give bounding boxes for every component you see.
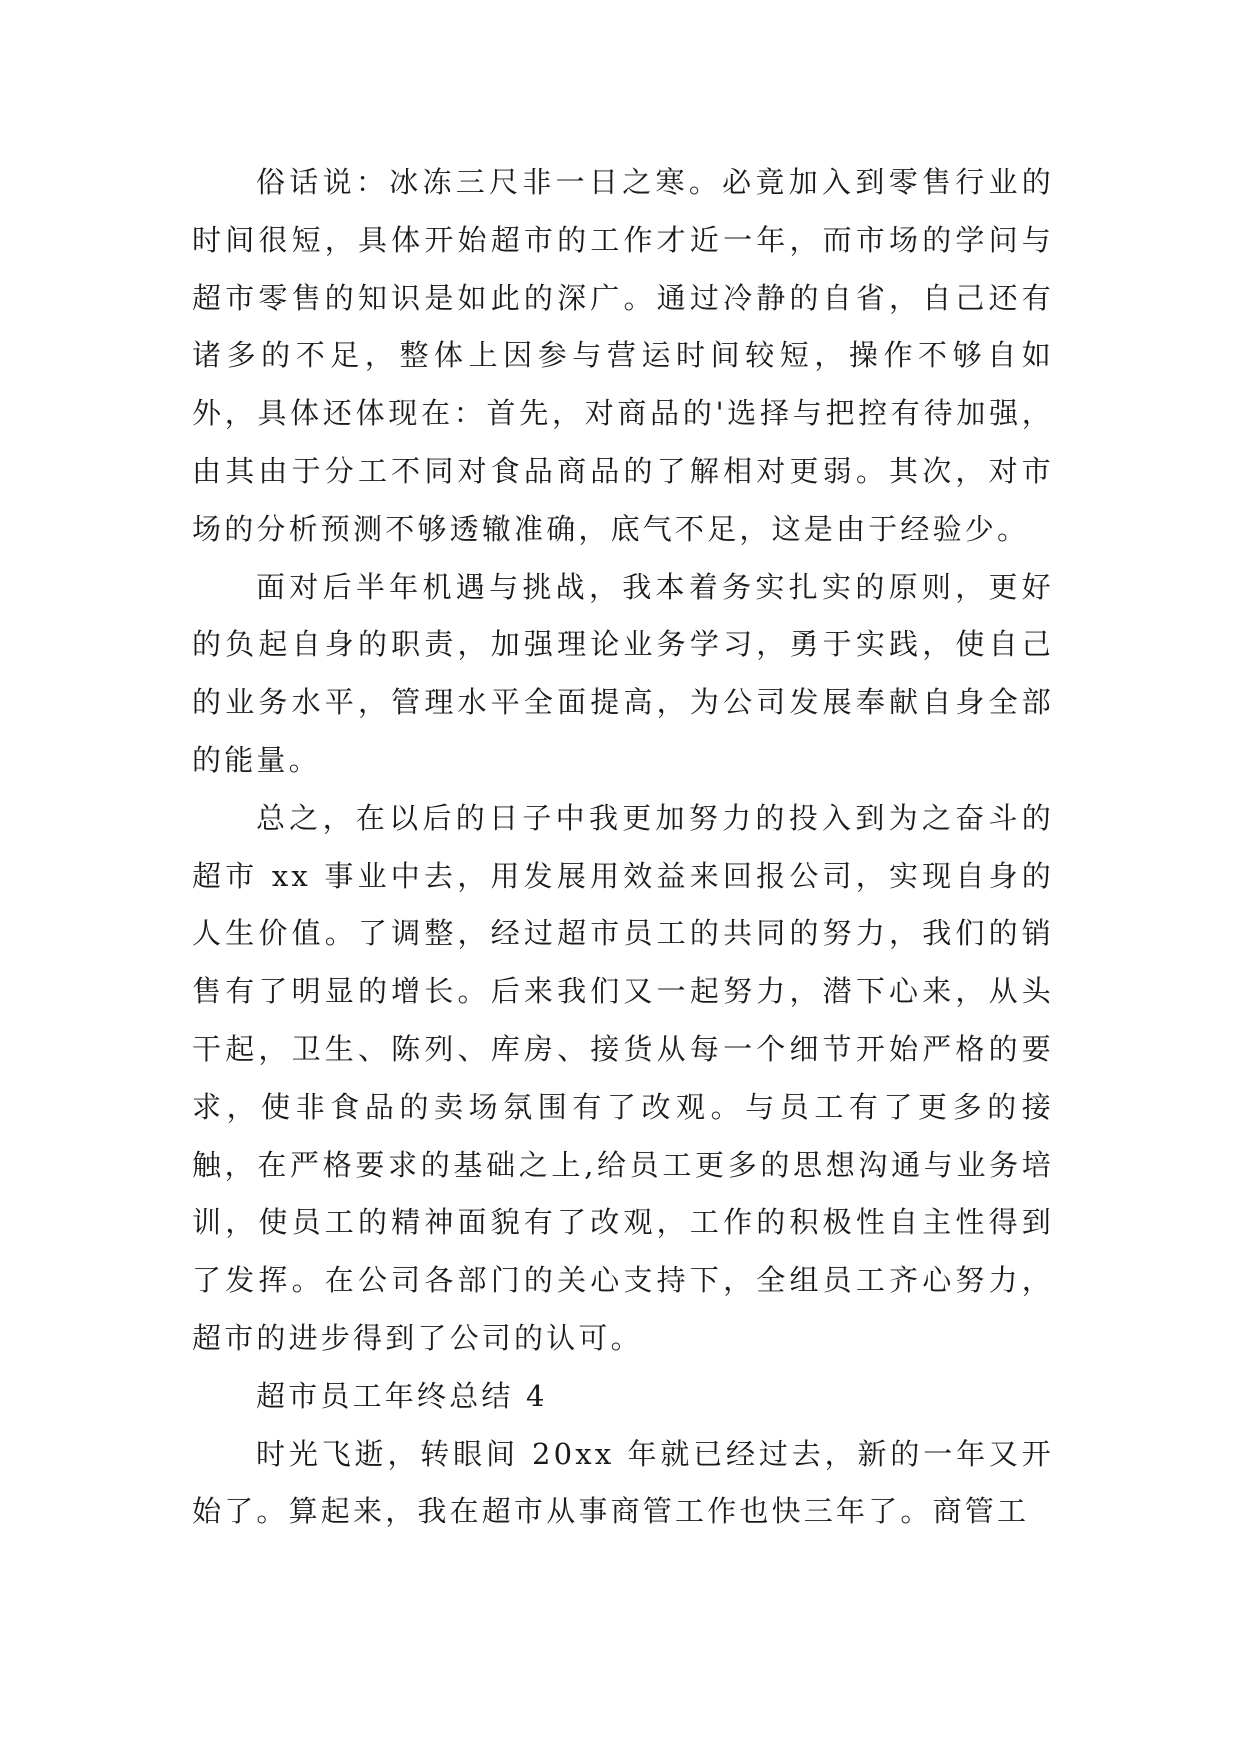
paragraph-time-flies: 时光飞逝，转眼间 20xx 年就已经过去，新的一年又开始了。算起来，我在超市从事商管工作也快三年了。商管工 bbox=[192, 1436, 1054, 1529]
paragraph-summary: 总之，在以后的日子中我更加努力的投入到为之奋斗的超市 xx 事业中去，用发展用效益来回报公司，实现自身的人生价值。了调整，经过超市员工的共同的努力，我们的销售有了明显的增长。后来我们又一起努力，潜下心来，从头干起，卫生、陈列、库房、接货从每一个细节开始严格的要求，使非食品的卖场氛围有了改观。与员工有了更多的接触，在严格要求的基础之上,给员工更多的思想沟通与业务培训，使员工的精神面貌有了改观，工作的积极性自主性得到了发挥。在公司各部门的关心支持下，全组员工齐心努力，超市的进步得到了公司的认可。 bbox=[192, 800, 1054, 1355]
paragraph-second-half-plan: 面对后半年机遇与挑战，我本着务实扎实的原则，更好的负起自身的职责，加强理论业务学习，勇于实践，使自己的业务水平，管理水平全面提高，为公司发展奉献自身全部的能量。 bbox=[192, 569, 1054, 777]
document-body bbox=[192, 154, 1054, 1541]
section-heading: 超市员工年终总结 4 bbox=[256, 1378, 548, 1413]
paragraph-self-reflection: 俗话说：冰冻三尺非一日之寒。必竟加入到零售行业的时间很短，具体开始超市的工作才近一年，而市场的学问与超市零售的知识是如此的深广。通过冷静的自省，自己还有诸多的不足，整体上因参与营运时间较短，操作不够自如外，具体还体现在：首先，对商品的'选择与把控有待加强，由其由于分工不同对食品商品的了解相对更弱。其次，对市场的分析预测不够透辙准确，底气不足，这是由于经验少。 bbox=[192, 165, 1054, 546]
